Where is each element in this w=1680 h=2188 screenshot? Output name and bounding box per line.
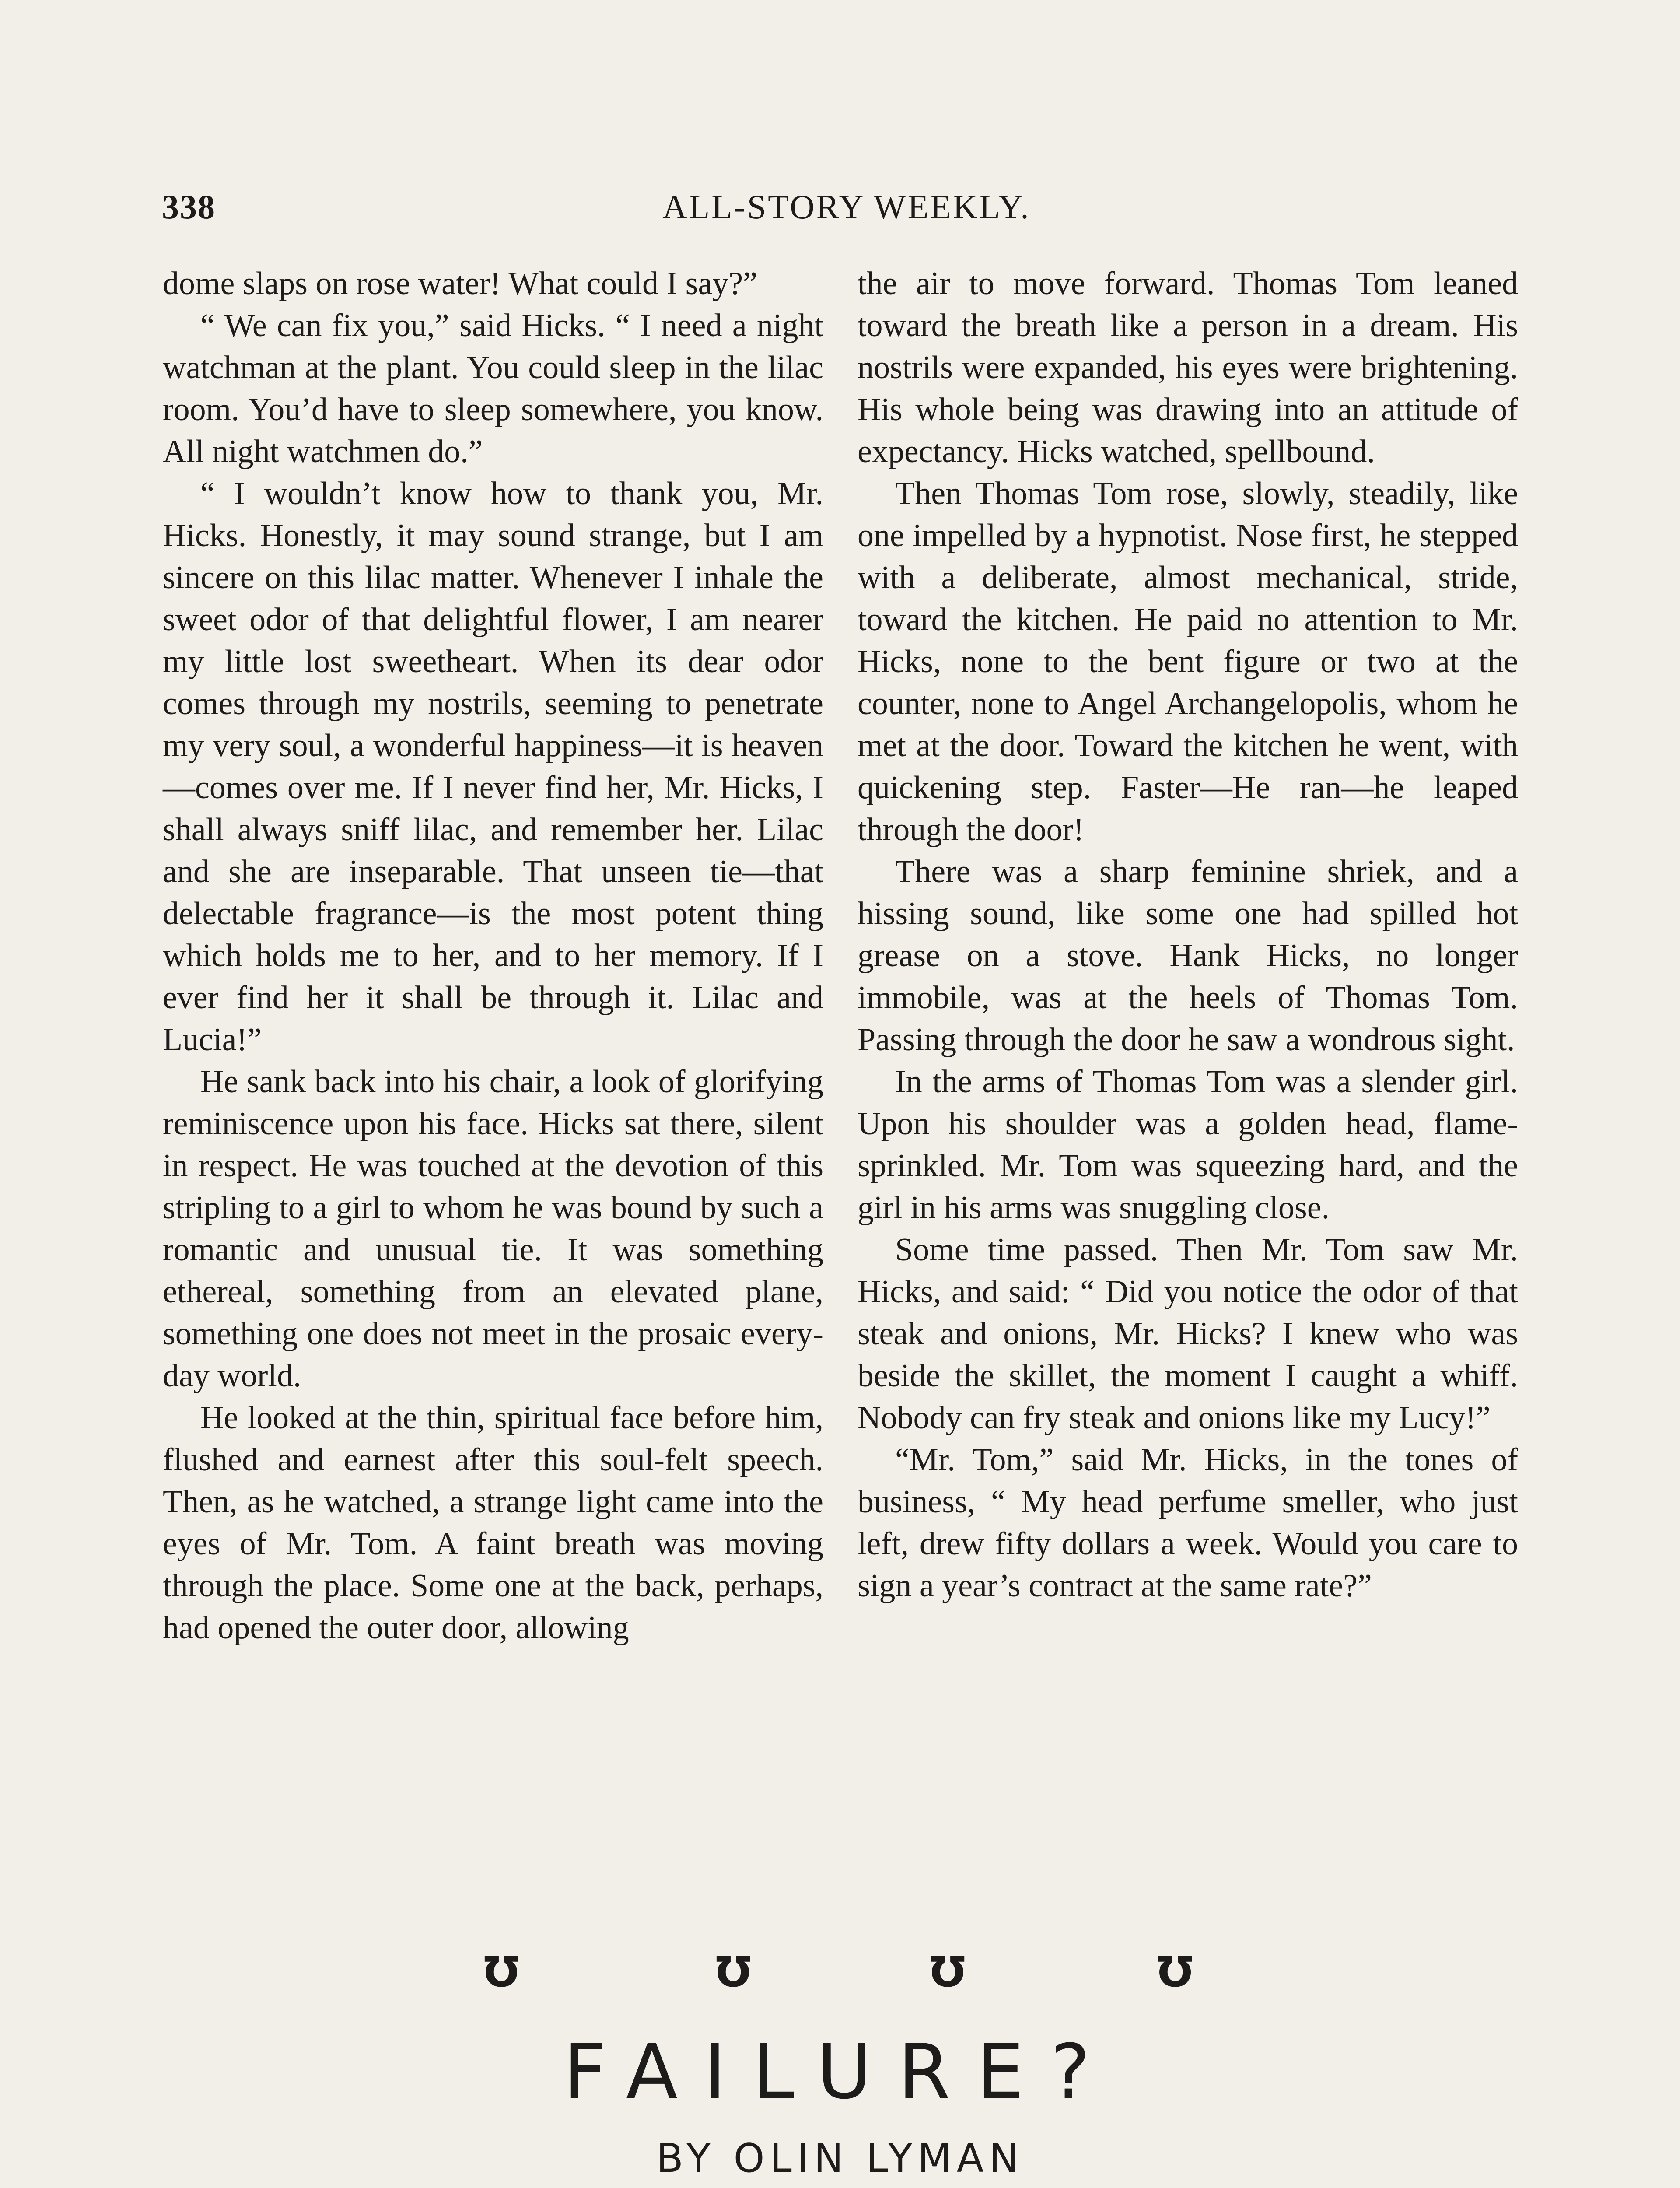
page-number: 338 (162, 188, 216, 226)
paragraph: “ I wouldn’t know how to thank you, Mr. Hicks. Honestly, it may sound strange, but I am sincere on this lilac matter. Whenever I inhale the sweet odor of that delightful flower, I am nearer my little lost sweetheart. When its dear odor comes through my nostrils, seeming to penetrate my very soul, a wonderful happiness—it is heaven—comes over me. If I never find her, Mr. Hicks, I shall always sniff lilac, and remember her. Lilac and she are inseparable. That unseen tie—that delectable fragrance—is the most potent thing which holds me to her, and to her memory. If I ever find her it shall be through it. Lilac and Lucia!” (163, 476, 823, 1058)
paragraph: Some time passed. Then Mr. Tom saw Mr. Hicks, and said: “ Did you notice the odor of that steak and onions, Mr. Hicks? I knew who was beside the skillet, the moment I caught a whiff. Nobody can fry steak and onions like my Lucy!” (858, 1232, 1518, 1436)
paragraph: “Mr. Tom,” said Mr. Hicks, in the tones of business, “ My head perfume smeller, who just left, drew fifty dollars a week. Would you care to sign a year’s contract at the same rate?” (858, 1442, 1518, 1604)
ornament-icon: Ʊ (930, 1947, 966, 1996)
paragraph: He looked at the thin, spiritual face before him, flushed and earnest after this soul-felt speech. Then, as he watched, a strange light came into the eyes of Mr. Tom. A faint breath was moving through the place. Some one at the back, perhaps, had opened the outer door, allowing (163, 1400, 823, 1646)
page-header (162, 187, 1531, 235)
ornament-icon: Ʊ (483, 1947, 519, 1996)
paragraph: He sank back into his chair, a look of glorifying reminiscence upon his face. Hicks sat there, silent in respect. He was touched at the devotion of this stripling to a girl to whom he was bound by such a romantic and unusual tie. It was something ethereal, something from an elevated plane, something one does not meet in the prosaic every-day world. (163, 1064, 823, 1394)
ornament-icon: Ʊ (715, 1947, 751, 1996)
poem-byline: BY OLIN LYMAN (656, 2135, 1024, 2181)
right-column (858, 263, 1518, 1607)
paragraph: There was a sharp feminine shriek, and a hissing sound, like some one had spilled hot grease on a stove. Hank Hicks, no longer immobile, was at the heels of Thomas Tom. Passing through the door he saw a wondrous sight. (858, 854, 1518, 1058)
paragraph: In the arms of Thomas Tom was a slender girl. Upon his shoulder was a golden head, flame-sprinkled. Mr. Tom was squeezing hard, and the girl in his arms was snuggling close. (858, 1064, 1518, 1226)
paragraph: dome slaps on rose water! What could I say?” (163, 266, 757, 302)
left-column (163, 263, 823, 1649)
poem-title: FAILURE? (563, 2028, 1117, 2116)
paragraph: “ We can fix you,” said Hicks. “ I need a night watchman at the plant. You could sleep in the lilac room. You’d have to sleep somewhere, you know. All night watchmen do.” (163, 308, 823, 470)
paragraph: Then Thomas Tom rose, slowly, steadily, like one impelled by a hypnotist. Nose first, he stepped with a deliberate, almost mechanical, stride, toward the kitchen. He paid no attention to Mr. Hicks, none to the bent figure or two at the counter, none to Angel Archangelopolis, whom he met at the door. Toward the kitchen he went, with quickening step. Faster—He ran—he leaped through the door! (858, 476, 1518, 848)
magazine-title: ALL-STORY WEEKLY. (662, 188, 1031, 226)
section-divider (0, 1947, 1680, 2000)
paragraph: the air to move forward. Thomas Tom leaned toward the breath like a person in a dream. His nostrils were expanded, his eyes were brightening. His whole being was drawing into an attitude of expectancy. Hicks watched, spellbound. (858, 266, 1518, 470)
ornament-icon: Ʊ (1157, 1947, 1193, 1996)
